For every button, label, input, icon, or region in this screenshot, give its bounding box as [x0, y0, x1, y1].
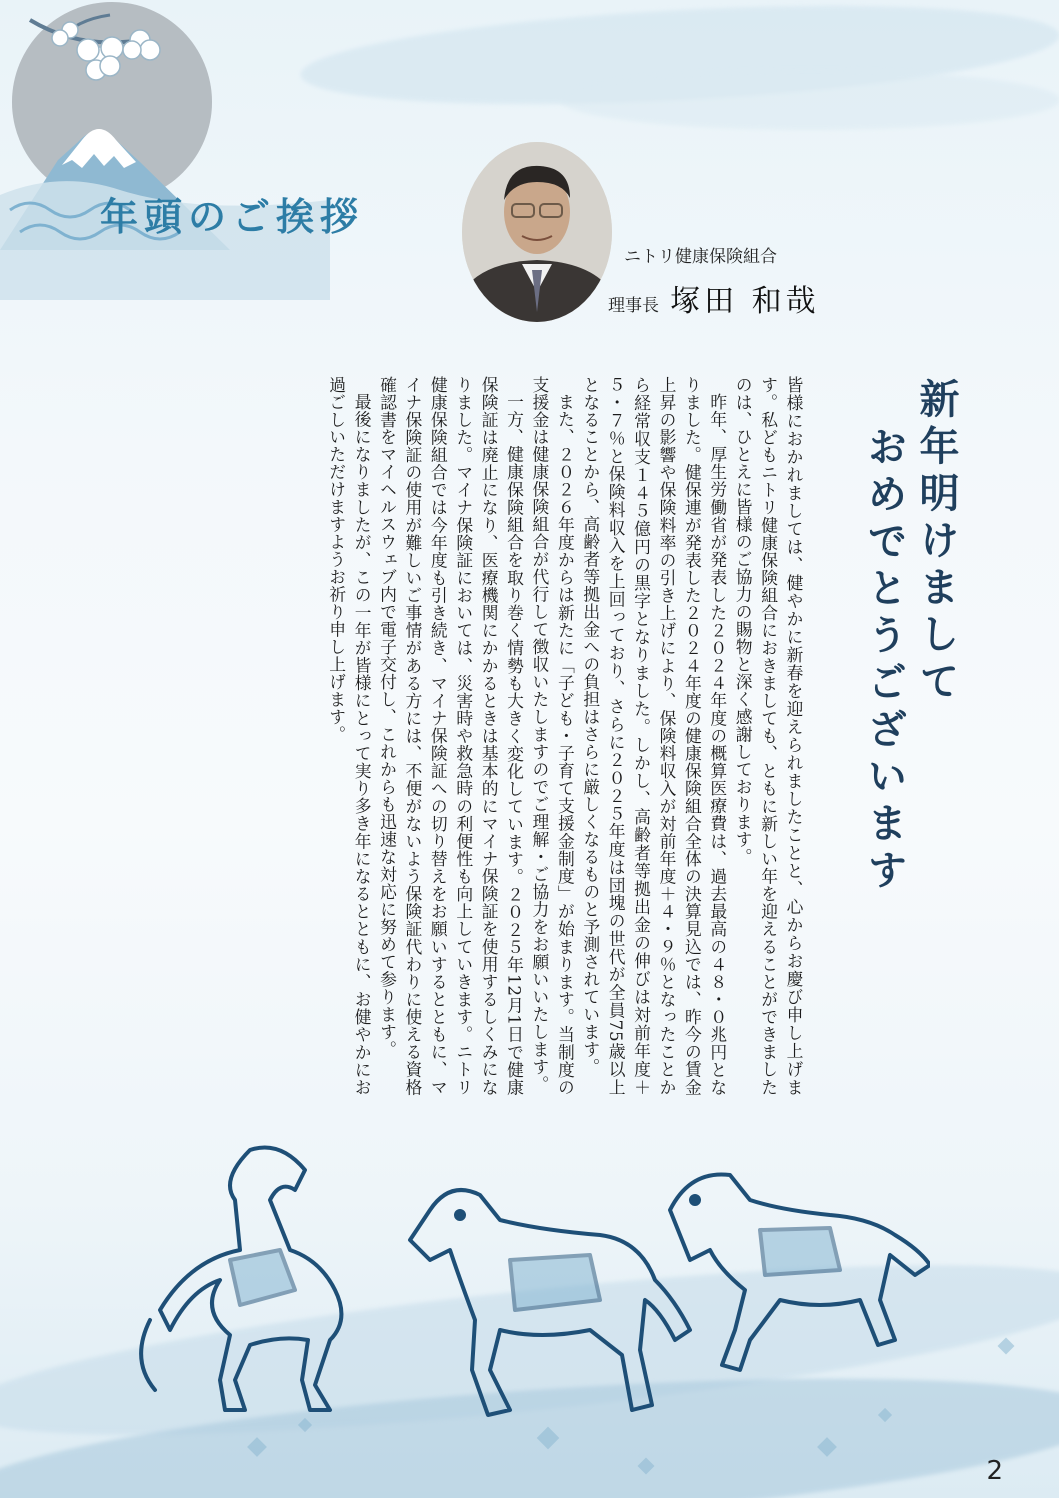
- author-name: 塚田 和哉: [670, 284, 820, 319]
- author-line: [608, 276, 820, 320]
- greeting-line-1: 新年明けまして: [913, 378, 959, 707]
- horse-icon: [410, 1190, 690, 1415]
- horse-icon: [670, 1174, 930, 1370]
- paragraph: また、２０２６年度からは新たに「子ども・子育て支援金制度」が始まります。当制度の支援金は健康保険組合が代行して徴収いたしますのでご理解・ご協力をお願いいたします。: [529, 376, 576, 1096]
- greeting-line-2: おめでとうございます: [861, 426, 907, 896]
- author-role: 理事長: [608, 296, 659, 316]
- paragraph: 最後になりましたが、この一年が皆様にとって実り多き年になるとともに、お健やかにお過ごしいただけますようお祈り申し上げます。: [326, 376, 373, 1096]
- decoration-flake: [998, 1338, 1015, 1355]
- brush-stroke-decoration: [560, 70, 1059, 130]
- paragraph: 一方、健康保険組合を取り巻く情勢も大きく変化しています。２０２５年12月1日で健康保険証は廃止になり、医療機関にかかるときは基本的にマイナ保険証を使用するしくみになりました。マイナ保険証においては、災害時や救急時の利便性も向上していきます。ニトリ健康保険組合では今年度も引き続き、マイナ保険証への切り替えをお願いするとともに、マイナ保険証の使用が難しいご事情がある方には、不便がないよう保険証代わりに使える資格確認書をマイヘルスウェブ内で電子交付し、これからも迅速な対応に努めて参ります。: [377, 376, 525, 1096]
- message-body: [106, 376, 806, 1096]
- paragraph: 昨年、厚生労働省が発表した２０２４年度の概算医療費は、過去最高の４８・０兆円となりました。健保連が発表した２０２４年度の健康保険組合全体の決算見込では、昨今の賃金上昇の影響や保険料率の引き上げにより、保険料収入が対前年度＋４・９％となったことから経常収支１４５億円の黒字となりました。しかし、高齢者等拠出金の伸びは対前年度＋５・７％と保険料収入を上回っており、さらに２０２５年度は団塊の世代が全員75歳以上となることから、高齢者等拠出金への負担はさらに厳しくなるものと予測されています。: [580, 376, 728, 1096]
- page-title: 年頭のご挨拶: [100, 195, 365, 239]
- mount-fuji-icon: [0, 0, 330, 300]
- chairman-portrait: [462, 142, 612, 322]
- horses-illustration: [130, 1140, 930, 1430]
- new-year-greeting: [858, 378, 962, 896]
- page-number: 2: [986, 1456, 1003, 1486]
- horse-icon: [141, 1148, 341, 1411]
- paragraph: 皆様におかれましては、健やかに新春を迎えられましたことと、心からお慶び申し上げます。私どもニトリ健康保険組合におきましても、ともに新しい年を迎えることができましたのは、ひとえに皆様のご協力の賜物と深く感謝しております。: [733, 376, 804, 1096]
- organization-name: ニトリ健康保険組合: [624, 247, 777, 267]
